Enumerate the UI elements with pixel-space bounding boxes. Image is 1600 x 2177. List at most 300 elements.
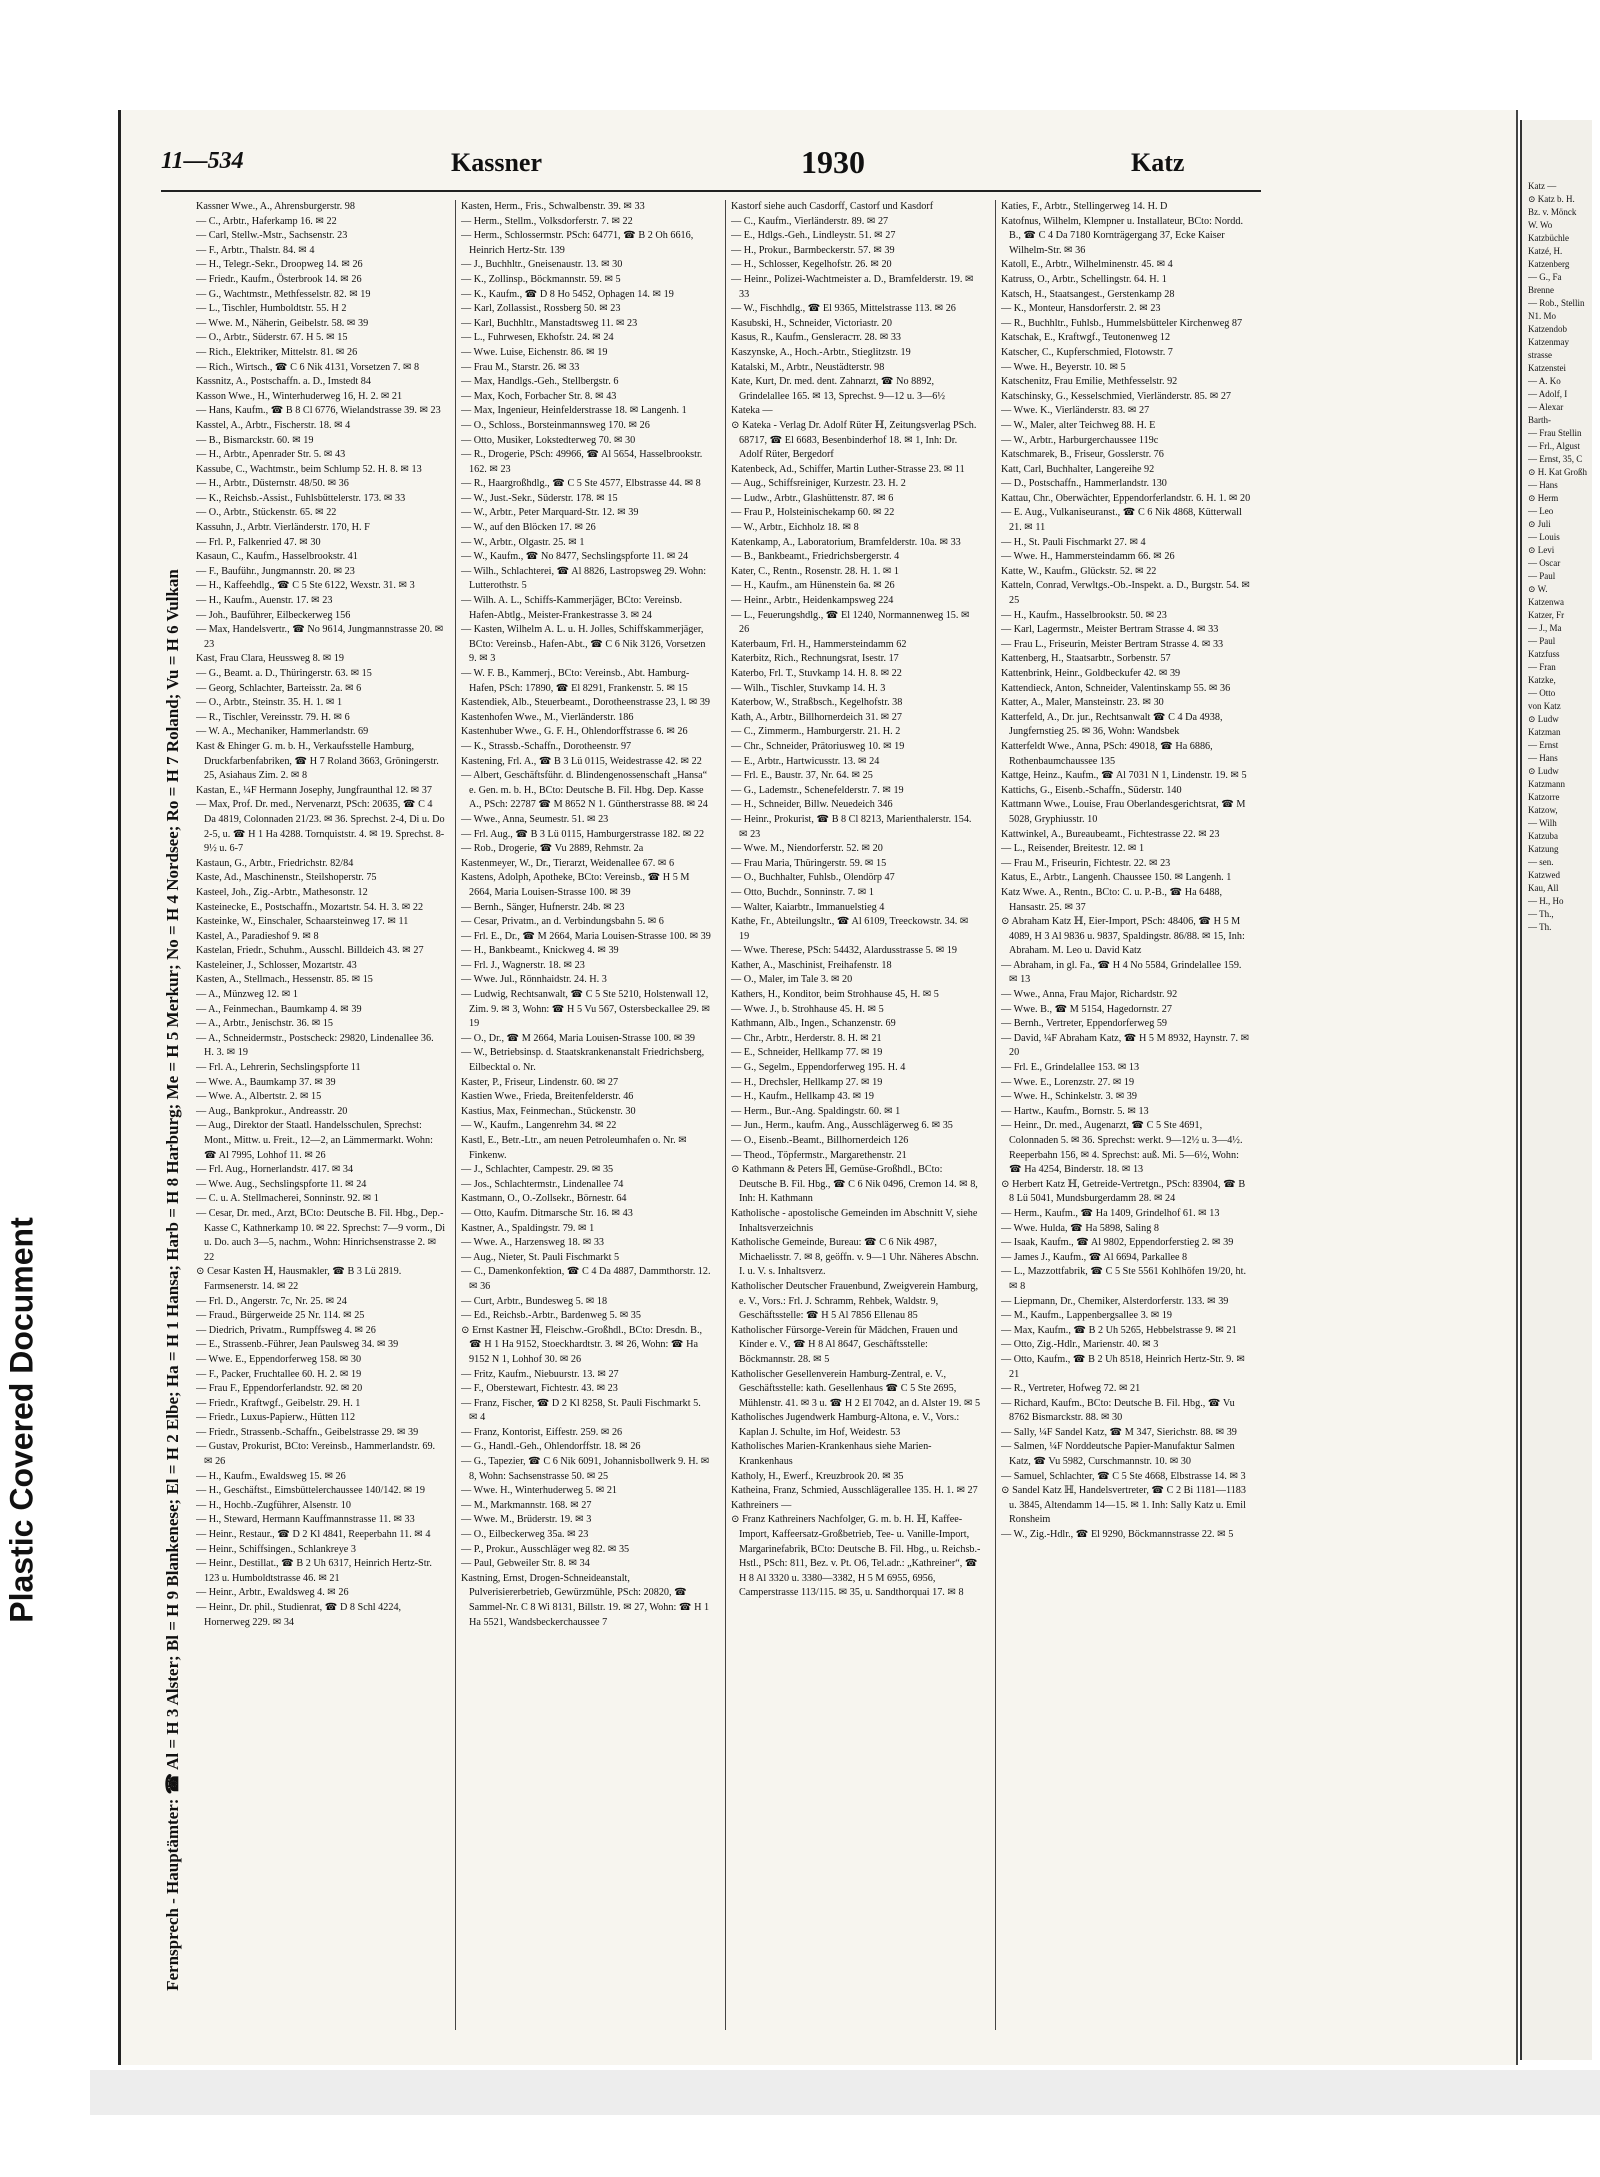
directory-entry: — O., Arbtr., Süderstr. 67. H 5. ✉ 15 — [196, 332, 348, 344]
directory-entry: — Max, Handelsvertr., ☎ No 9614, Jungmannstrasse 20. ✉ 23 — [196, 624, 444, 650]
directory-entry: — O., Arbtr., Steinstr. 35. H. 1. ✉ 1 — [196, 697, 343, 709]
directory-entry: — F., Oberstewart, Fichtestr. 43. ✉ 23 — [461, 1383, 618, 1395]
fragment-line: Katzung — [1528, 844, 1559, 854]
directory-entry: — H., Prokur., Barmbeckerstr. 57. ✉ 39 — [731, 244, 895, 256]
directory-entry: Kaster, P., Friseur, Lindenstr. 60. ✉ 27 — [461, 1076, 619, 1088]
header-year: 1930 — [801, 144, 865, 180]
fragment-line: Katzenwa — [1528, 597, 1564, 607]
directory-entry: — O., Dr., ☎ M 2664, Maria Louisen-Strasse 100. ✉ 39 — [461, 1032, 696, 1044]
directory-entry: Kasaun, C., Kaufm., Hasselbrookstr. 41 — [196, 551, 358, 563]
fragment-line: — Frl., Algust — [1528, 441, 1581, 451]
directory-entry: Katschak, E., Kraftwgf., Teutonenweg 12 — [1001, 332, 1171, 344]
fragment-line: — Ernst, 35, C — [1528, 454, 1583, 464]
directory-entry: — A., Schneidermstr., Postscheck: 29820, Lindenallee 36. H. 3. ✉ 19 — [196, 1032, 434, 1059]
directory-entry: — Jun., Herm., kaufm. Ang., Ausschlägerweg 6. ✉ 35 — [731, 1120, 953, 1132]
directory-entry: — H., Kaufm., Hellkamp 43. ✉ 19 — [731, 1091, 874, 1103]
fernsprech-text: Fernsprech - Hauptämter: ☎ Al = H 3 Alster; Bl = H 9 Blankenese; El = H 2 Elbe; Ha = H 1 Hansa; Harb = H 8 Harburg; Me = H 5 Merkur; No = H 4 Nordsee; Ro = H 7 Roland; Vu = H 6 Vulkan — [163, 569, 182, 1991]
directory-entry: — Frl. E., Baustr. 37, Nr. 64. ✉ 25 — [731, 770, 873, 782]
directory-entry: — Cesar, Dr. med., Arzt, BCto: Deutsche B. Fil. Hbg., Dep.-Kasse C, Kathnerkamp 10. ✉ 22. Sprechst: 7—9 vorm., Di u. Do. auch 3—5, nachm., Wohn: Hinrichsenstrasse 2. ✉ 22 — [196, 1207, 446, 1263]
directory-entry: — Rob., Drogerie, ☎ Vu 2889, Rehmstr. 2a — [461, 843, 644, 855]
fragment-line: — J., Ma — [1528, 623, 1562, 633]
directory-entry: — Heinr., Arbtr., Ewaldsweg 4. ✉ 26 — [196, 1587, 349, 1599]
fragment-line: — Th. — [1528, 922, 1552, 932]
directory-entry: — Sally, ¼F Sandel Katz, ☎ M 347, Sierichstr. 88. ✉ 39 — [1001, 1426, 1237, 1438]
directory-entry: — Frau L., Friseurin, Meister Bertram Strasse 4. ✉ 33 — [1001, 638, 1224, 650]
directory-entry: — H., Kaufm., Auenstr. 17. ✉ 23 — [196, 595, 333, 607]
directory-entry: Kasteleiner, J., Schlosser, Mozartstr. 43 — [196, 959, 357, 971]
directory-entry: Katoll, E., Arbtr., Wilhelminenstr. 45. ✉ 4 — [1001, 259, 1173, 271]
directory-entry: — E. Aug., Vulkaniseuranst., ☎ C 6 Nik 4868, Kütterwall 21. ✉ 11 — [1001, 507, 1242, 534]
directory-entry: Katz Wwe. A., Rentn., BCto: C. u. P.-B., ☎ Ha 6488, Hansastr. 25. ✉ 37 — [1001, 886, 1223, 913]
directory-entry: — Ludwig, Rechtsanwalt, ☎ C 5 Ste 5210, Holstenwall 12, Zim. 9. ✉ 3, Wohn: ☎ H 5 Vu 567, Ostersbeckallee 29. ✉ 19 — [461, 989, 711, 1030]
directory-entry: — R., Tischler, Vereinsstr. 79. H. ✉ 6 — [196, 711, 350, 723]
directory-entry: Katofnus, Wilhelm, Klempner u. Installateur, BCto: Nordd. B., ☎ C 4 Da 7180 Kornträgergang 37, Ecke Kaiser Wilhelm-Str. ✉ 36 — [1001, 215, 1244, 256]
directory-entry: — Frau F., Eppendorferlandstr. 92. ✉ 20 — [196, 1383, 363, 1395]
fragment-line: Katzuba — [1528, 831, 1558, 841]
fragment-line: ⊙ Juli — [1528, 519, 1551, 529]
directory-page — [118, 110, 1518, 2065]
directory-entry: — Wwe., Anna, Frau Major, Richardstr. 92 — [1001, 989, 1178, 1001]
directory-entry: — J., Schlachter, Campestr. 29. ✉ 35 — [461, 1164, 614, 1176]
directory-entry: Kasstel, A., Arbtr., Fischerstr. 18. ✉ 4 — [196, 419, 351, 431]
directory-entry: — W., Arbtr., Eichholz 18. ✉ 8 — [731, 522, 859, 534]
fragment-line: ⊙ W. — [1528, 584, 1548, 594]
directory-entry: Kattge, Heinz., Kaufm., ☎ Al 7031 N 1, Lindenstr. 19. ✉ 5 — [1001, 770, 1247, 782]
directory-entry: — H., Telegr.-Sekr., Droopweg 14. ✉ 26 — [196, 259, 363, 271]
directory-entry: — K., Kaufm., ☎ D 8 Ho 5452, Ophagen 14. ✉ 19 — [461, 288, 674, 300]
directory-entry: — W., Kaufm., Langenrehm 34. ✉ 22 — [461, 1120, 617, 1132]
directory-entry: — L., Feuerungshdlg., ☎ El 1240, Normannenweg 15. ✉ 26 — [731, 609, 970, 636]
directory-entry: — G., Segelm., Eppendorferweg 195. H. 4 — [731, 1062, 906, 1074]
directory-entry: Kastius, Max, Feinmechan., Stückenstr. 30 — [461, 1105, 636, 1117]
directory-entry: — Fraud., Bürgerweide 25 Nr. 114. ✉ 25 — [196, 1310, 365, 1322]
directory-entry: Katheina, Franz, Schmied, Ausschlägerallee 135. H. 1. ✉ 27 — [731, 1485, 978, 1497]
directory-entry: Katerbow, W., Straßbsch., Kegelhofstr. 38 — [731, 697, 903, 709]
directory-entry: Kastner, A., Spaldingstr. 79. ✉ 1 — [461, 1222, 595, 1234]
directory-entry: Katalski, M., Arbtr., Neustädterstr. 98 — [731, 361, 885, 373]
directory-entry: Katter, A., Maler, Mansteinstr. 23. ✉ 30 — [1001, 697, 1164, 709]
directory-entry: Kattendieck, Anton, Schneider, Valentinskamp 55. ✉ 36 — [1001, 682, 1231, 694]
directory-entry: Kattenberg, H., Staatsarbtr., Sorbenstr. 57 — [1001, 653, 1171, 665]
fragment-line: — Rob., Stellin N1. Mo — [1528, 298, 1585, 321]
fragment-line: — Fran — [1528, 662, 1556, 672]
fragment-line: ⊙ Levi — [1528, 545, 1555, 555]
fragment-line: Katzer, Fr — [1528, 610, 1565, 620]
directory-entry: Katerbo, Frl. T., Stuvkamp 14. H. 8. ✉ 22 — [731, 668, 902, 679]
sidebar-label-box — [2, 1100, 42, 1740]
directory-entry: — Albert, Geschäftsführ. d. Blindengenossenschaft „Hansa“ e. Gen. m. b. H., BCto: Deutsche B. Fil. Hbg. Dep. Kasse A., PSch: 22787 ☎ M 8652 N 1. Güntherstrasse 88. ✉ 24 — [461, 770, 708, 811]
directory-entry: Kastenhuber Wwe., G. F. H., Ohlendorffstrasse 6. ✉ 26 — [461, 726, 688, 738]
directory-entry: Kate, Kurt, Dr. med. dent. Zahnarzt, ☎ No 8892, Grindelallee 165. ✉ 13, Sprechst. 9—12 u. 3—6½ — [731, 376, 946, 402]
fragment-line: — Ernst — [1528, 740, 1559, 750]
directory-entry: — L., Fuhrwesen, Ekhofstr. 24. ✉ 24 — [461, 332, 614, 344]
directory-entry: — Carl, Stellw.-Mstr., Sachsenstr. 23 — [196, 230, 348, 242]
fragment-line: Katzow, — [1528, 805, 1558, 815]
directory-entry: Kasten, A., Stellmach., Hessenstr. 85. ✉ 15 — [196, 974, 373, 986]
directory-entry: — Salmen, ¼F Norddeutsche Papier-Manufaktur Salmen Katz, ☎ Vu 5982, Curschmannstr. 10. ✉ 30 — [1001, 1441, 1235, 1468]
directory-entry: — Karl, Lagermstr., Meister Bertram Strasse 4. ✉ 33 — [1001, 624, 1219, 636]
directory-entry: — Heinr., Restaur., ☎ D 2 Kl 4841, Reeperbahn 11. ✉ 4 — [196, 1529, 431, 1541]
directory-entry: Kather, A., Maschinist, Freihafenstr. 18 — [731, 959, 892, 971]
directory-entry: Kastelan, Friedr., Schuhm., Ausschl. Billdeich 43. ✉ 27 — [196, 945, 424, 957]
directory-entry: Katholische Gemeinde, Bureau: ☎ C 6 Nik 4987, Michaelisstr. 7. ✉ 8, geöffn. v. 9—1 Uhr. Näheres Abschn. I. u. V. s. Inhaltsverz. — [731, 1237, 979, 1278]
fragment-line: Kau, All — [1528, 883, 1559, 893]
directory-entry: — Liepmann, Dr., Chemiker, Alsterdorferstr. 133. ✉ 39 — [1001, 1295, 1229, 1307]
directory-entry: — L., Mazzottfabrik, ☎ C 5 Ste 5561 Kohlhöfen 19/20, ht. ✉ 8 — [1001, 1266, 1246, 1292]
directory-entry: — Heinr., Dr. med., Augenarzt, ☎ C 5 Ste 4691, Colonnaden 5. ✉ 36. Sprechst: werkt. 9—12½ u. 3—4½. Reeperbahn 156, ✉ 4. Sprechst: auß. Mi. 5—6½, Wohn: ☎ Ha 4254, Binderstr. 18. ✉ 13 — [1001, 1120, 1243, 1176]
directory-entry: — Heinr., Prokurist, ☎ B 8 Cl 8213, Marienthalerstr. 154. ✉ 23 — [731, 813, 972, 840]
directory-entry: — B., Bismarckstr. 60. ✉ 19 — [196, 434, 314, 446]
fragment-line: — Leo — [1528, 506, 1554, 516]
directory-entry: Kast, Frau Clara, Heussweg 8. ✉ 19 — [196, 653, 345, 665]
directory-entry: — Fritz, Kaufm., Niebuurstr. 13. ✉ 27 — [461, 1368, 619, 1380]
directory-entry: — Ed., Reichsb.-Arbtr., Bardenweg 5. ✉ 35 — [461, 1310, 641, 1322]
directory-entry: — Karl, Zollassist., Rossberg 50. ✉ 23 — [461, 303, 621, 315]
directory-entry: — Rich., Elektriker, Mittelstr. 81. ✉ 26 — [196, 346, 358, 358]
directory-entry: Kast & Ehinger G. m. b. H., Verkaufsstelle Hamburg, Druckfarbenfabriken, ☎ H 7 Roland 3663, Gröningerstr. 25, Asiahaus Zim. 2. ✉ 8 — [196, 740, 439, 782]
directory-entry: — H., Schneider, Billw. Neuedeich 346 — [731, 799, 893, 811]
directory-entry: Katenbeck, Ad., Schiffer, Martin Luther-Strasse 23. ✉ 11 — [731, 463, 965, 475]
directory-entry: — H., Steward, Hermann Kauffmannstrasse 11. ✉ 33 — [196, 1514, 415, 1526]
directory-entry: — Wwe., Anna, Seumestr. 51. ✉ 23 — [461, 813, 609, 825]
directory-entry: ⊙ Franz Kathreiners Nachfolger, G. m. b. H. ℍ, Kaffee-Import, Kaffeersatz-Großbetrieb, Tee- u. Vanille-Import, Margarinefabrik, BCto: Deutsche B. Fil. Hbg., u. Reichsb.-Hstl., PSch: 811, Bez. v. Pt. O6, Tel.adr.: „Kathreiner“, ☎ H 8 Al 3320 u. 3380—3382, H 5 M 6955, 6956, Camperstrasse 113/115. ✉ 35, u. Sandthorquai 17. ✉ 8 — [731, 1514, 981, 1599]
directory-entry: — R., Drogerie, PSch: 49966, ☎ Al 5654, Hasselbrookstr. 162. ✉ 23 — [461, 449, 703, 475]
directory-entry: Kastel, A., Paradieshof 9. ✉ 8 — [196, 930, 319, 942]
directory-entry: — Franz, Kontorist, Eiffestr. 259. ✉ 26 — [461, 1426, 623, 1438]
directory-entry: Kattmann Wwe., Louise, Frau Oberlandesgerichtsrat, ☎ M 5028, Gryphiusstr. 10 — [1001, 799, 1246, 825]
fernsprech-strip — [159, 530, 187, 2030]
fragment-line: Katzfuss — [1528, 649, 1560, 659]
fragment-line: Katzenstei — [1528, 363, 1566, 373]
directory-entry: — Wwe. H., Beyerstr. 10. ✉ 5 — [1001, 361, 1126, 373]
directory-entry: Katholy, H., Ewerf., Kreuzbrook 20. ✉ 35 — [731, 1470, 904, 1482]
directory-entry: Kattau, Chr., Oberwächter, Eppendorferlandstr. 6. H. 1. ✉ 20 — [1001, 492, 1251, 504]
fragment-line: — G., Fa Brenne — [1528, 272, 1562, 295]
fragment-line: — Louis — [1528, 532, 1560, 542]
directory-entry: Katschmarek, B., Friseur, Gosslerstr. 76 — [1001, 449, 1164, 461]
directory-entry: — Frl. E., Dr., ☎ M 2664, Maria Louisen-Strasse 100. ✉ 39 — [461, 930, 711, 942]
directory-entry: — A., Münzweg 12. ✉ 1 — [196, 989, 298, 1001]
directory-entry: Kastenhofen Wwe., M., Vierländerstr. 186 — [461, 711, 634, 723]
fragment-line: ⊙ H. Kat Großh — [1528, 467, 1588, 477]
directory-entry: — W., Maler, alter Teichweg 88. H. E — [1001, 419, 1156, 431]
directory-entry: Katterfeldt Wwe., Anna, PSch: 49018, ☎ Ha 6886, Rothenbaumchaussee 135 — [1001, 740, 1213, 767]
directory-entry: Katholische - apostolische Gemeinden im Abschnitt V, siehe Inhaltsverzeichnis — [731, 1207, 978, 1234]
directory-entry: Katte, W., Kaufm., Glückstr. 52. ✉ 22 — [1001, 565, 1157, 577]
fragment-line: — Adolf, I — [1528, 389, 1568, 399]
directory-entry: — O., Arbtr., Stückenstr. 65. ✉ 22 — [196, 507, 337, 519]
directory-entry: Kastorf siehe auch Casdorff, Castorf und Kasdorf — [731, 201, 934, 212]
directory-entry: Kastan, E., ¼F Hermann Josephy, Jungfraunthal 12. ✉ 37 — [196, 784, 432, 796]
directory-entry: — Wwe. Aug., Sechslingspforte 11. ✉ 24 — [196, 1178, 367, 1190]
directory-entry: — Wwe. A., Harzensweg 18. ✉ 33 — [461, 1237, 605, 1249]
directory-entry: — Wwe. A., Baumkamp 37. ✉ 39 — [196, 1076, 336, 1088]
fragment-line: — A. Ko — [1528, 376, 1561, 386]
directory-entry: — Max, Prof. Dr. med., Nervenarzt, PSch: 20635, ☎ C 4 Da 4819, Colonnaden 21/23. ✉ 36. Sprechst. 2-4, Di u. Do 2-5, u. ☎ H 1 Ha 4288. Tornquiststr. 4. ✉ 19. Sprechst. 8-9½ u. 6-7 — [196, 799, 445, 855]
directory-entry: — Jos., Schlachtermstr., Lindenallee 74 — [461, 1178, 624, 1190]
directory-entry: — Aug., Direktor der Staatl. Handelsschulen, Sprechst: Mont., Mittw. u. Freit., 12—2, an Lämmermarkt. Wohn: ☎ Al 7995, Lohhof 11. ✉ 26 — [196, 1120, 433, 1161]
fragment-line: — Th., — [1528, 909, 1554, 919]
directory-entry: — Heinr., Destillat., ☎ B 2 Uh 6317, Heinrich Hertz-Str. 123 u. Humboldtstrasse 46. ✉ 21 — [196, 1558, 432, 1584]
fragment-line: Katzé, H. — [1528, 246, 1563, 256]
directory-entry: — Wilh. A. L., Schiffs-Kammerjäger, BCto: Vereinsb. Hafen-Abtlg., Meister-Frankestrasse 3. ✉ 24 — [461, 595, 683, 621]
directory-entry: ⊙ Abraham Katz ℍ, Eier-Import, PSch: 48406, ☎ H 5 M 4089, H 3 Al 9836 u. 9837, Spaldingstr. 86/88. ✉ 15, Inh: Abraham. M. Leo u. David Katz — [1001, 916, 1245, 957]
directory-entry: — H., Geschäftst., Eimsbüttelerchaussee 140/142. ✉ 19 — [196, 1485, 425, 1497]
directory-entry: — Cesar, Privatm., an d. Verbindungsbahn 5. ✉ 6 — [461, 916, 664, 928]
directory-entry: — W., Zig.-Hdlr., ☎ El 9290, Böckmannstrasse 22. ✉ 5 — [1001, 1529, 1234, 1541]
directory-entry: — Frl. J., Wagnerstr. 18. ✉ 23 — [461, 959, 585, 971]
directory-entry: Katt, Carl, Buchhalter, Langereihe 92 — [1001, 463, 1155, 475]
directory-entry: — Frl. Aug., Hornerlandstr. 417. ✉ 34 — [196, 1164, 354, 1176]
directory-entry: — Friedr., Strassenb.-Schaffn., Geibelstrasse 29. ✉ 39 — [196, 1426, 419, 1438]
directory-entry: — W., Arbtr., Peter Marquard-Str. 12. ✉ 39 — [461, 507, 639, 519]
directory-entry: — L., Tischler, Humboldtstr. 55. H 2 — [196, 303, 347, 315]
directory-entry: Kathers, H., Konditor, beim Strohhause 45, H. ✉ 5 — [731, 989, 939, 1001]
directory-entry: ⊙ Cesar Kasten ℍ, Hausmakler, ☎ B 3 Lü 2819. Farmsenerstr. 14. ✉ 22 — [196, 1266, 402, 1292]
fragment-line: Katzmann — [1528, 779, 1565, 789]
directory-entry: Katscher, C., Kupferschmied, Flotowstr. 7 — [1001, 346, 1173, 358]
directory-entry: — H., St. Pauli Fischmarkt 27. ✉ 4 — [1001, 536, 1146, 548]
fragment-line: — Alexar Barth- — [1528, 402, 1564, 425]
directory-entry: — H., Drechsler, Hellkamp 27. ✉ 19 — [731, 1076, 883, 1088]
fragment-line: Katzwed — [1528, 870, 1560, 880]
directory-entry: — Paul, Gebweiler Str. 8. ✉ 34 — [461, 1558, 590, 1570]
directory-entry: — H., Arbtr., Düsternstr. 48/50. ✉ 36 — [196, 478, 349, 490]
directory-entry: — Wwe. B., ☎ M 5154, Hagedornstr. 27 — [1001, 1003, 1172, 1015]
directory-entry: Kastaun, G., Arbtr., Friedrichstr. 82/84 — [196, 857, 354, 869]
directory-entry: Katschinsky, G., Kesselschmied, Vierländerstr. 85. ✉ 27 — [1001, 390, 1232, 402]
fragment-line: — Paul — [1528, 571, 1556, 581]
fragment-line: von Katz — [1528, 701, 1561, 711]
fragment-line: — Wilh — [1528, 818, 1557, 828]
directory-entry: — Friedr., Kraftwgf., Geibelstr. 29. H. 1 — [196, 1397, 361, 1409]
directory-entry: — F., Packer, Fruchtallee 60. H. 2. ✉ 19 — [196, 1368, 362, 1380]
column-4 — [1001, 200, 1251, 2030]
directory-entry: — H., Arbtr., Apenrader Str. 5. ✉ 43 — [196, 449, 346, 461]
directory-entry: — O., Buchhalter, Fuhlsb., Olendörp 47 — [731, 872, 895, 884]
directory-entry: ⊙ Kateka - Verlag Dr. Adolf Rüter ℍ, Zeitungsverlag PSch. 68717, ☎ El 6683, Besenbinderhof 18. ✉ 1, Inh: Dr. Adolf Rüter, Bergedorf — [731, 419, 977, 461]
directory-entry: — Max, Kaufm., ☎ B 2 Uh 5265, Hebbelstrasse 9. ✉ 21 — [1001, 1324, 1237, 1336]
directory-entry: — A., Arbtr., Jenischstr. 36. ✉ 15 — [196, 1018, 334, 1030]
directory-entry: — Heinr., Arbtr., Heidenkampsweg 224 — [731, 595, 894, 607]
directory-entry: — O., Eisenb.-Beamt., Billhornerdeich 126 — [731, 1135, 909, 1146]
directory-entry: Kastening, Frl. A., ☎ B 3 Lü 0115, Weidestrasse 42. ✉ 22 — [461, 755, 702, 767]
directory-entry: Katerbitz, Rich., Rechnungsrat, Isestr. 17 — [731, 653, 899, 665]
column-divider — [455, 200, 456, 2030]
directory-entry: Kathreiners — — [731, 1499, 792, 1511]
directory-entry: Kattwinkel, A., Bureaubeamt., Fichtestrasse 22. ✉ 23 — [1001, 828, 1220, 840]
fragment-line: ⊙ Herm — [1528, 493, 1559, 503]
header-last-name: Katz — [1131, 148, 1185, 177]
directory-entry: — C. u. A. Stellmacherei, Sonninstr. 92. ✉ 1 — [196, 1193, 379, 1205]
directory-entry: — Friedr., Luxus-Papierw., Hütten 112 — [196, 1412, 356, 1424]
directory-entry: — Georg, Schlachter, Barteisstr. 2a. ✉ 6 — [196, 682, 362, 694]
directory-entry: — Herm., Kaufm., ☎ Ha 1409, Grindelhof 61. ✉ 13 — [1001, 1207, 1220, 1219]
directory-entry: — Isaak, Kaufm., ☎ Al 9802, Eppendorferstieg 2. ✉ 39 — [1001, 1237, 1234, 1249]
directory-entry: — W. F. B., Kammerj., BCto: Vereinsb., Abt. Hamburg-Hafen, PSch: 17890, ☎ El 8291, Frankenstr. 5. ✉ 15 — [461, 668, 690, 694]
fragment-line: — Hans — [1528, 753, 1558, 763]
directory-entry: Katholisches Jugendwerk Hamburg-Altona, e. V., Vors.: Kaplan J. Schulte, im Hof, Weidestr. 53 — [731, 1412, 960, 1438]
directory-entry: — Gustav, Prokurist, BCto: Vereinsb., Hammerlandstr. 69. ✉ 26 — [196, 1441, 436, 1468]
directory-entry: — W. A., Mechaniker, Hammerlandstr. 69 — [196, 726, 369, 738]
directory-entry: — Hans, Kaufm., ☎ B 8 Cl 6776, Wielandstrasse 39. ✉ 23 — [196, 405, 441, 417]
directory-entry: Kaszynske, A., Hoch.-Arbtr., Stieglitzstr. 19 — [731, 346, 911, 358]
fragment-line: — Otto — [1528, 688, 1556, 698]
directory-entry: ⊙ Sandel Katz ℍ, Handelsvertreter, ☎ C 2 Bi 1181—1183 u. 3845, Altendamm 14—15. ✉ 1. Inh: Sally Katz u. Emil Ronsheim — [1001, 1485, 1246, 1526]
directory-entry: — Wwe. E., Eppendorferweg 158. ✉ 30 — [196, 1353, 362, 1365]
page-number: 11—534 — [161, 148, 244, 174]
directory-entry: — Max, Handlgs.-Geh., Stellbergstr. 6 — [461, 376, 619, 388]
directory-entry: — Herm., Stellm., Volksdorferstr. 7. ✉ 22 — [461, 215, 633, 227]
directory-entry: — C., Arbtr., Haferkamp 16. ✉ 22 — [196, 215, 337, 227]
fragment-line: ⊙ Ludw — [1528, 766, 1559, 776]
directory-entry: — Otto, Kaufm., ☎ B 2 Uh 8518, Heinrich Hertz-Str. 9. ✉ 21 — [1001, 1353, 1245, 1380]
directory-entry: Kasus, R., Kaufm., Gensleraстr. 28. ✉ 33 — [731, 332, 902, 344]
directory-entry: — Bernh., Vertreter, Eppendorferweg 59 — [1001, 1018, 1168, 1030]
directory-entry: Kathe, Fr., Abteilungsltr., ☎ Al 6109, Treeckowstr. 34. ✉ 19 — [731, 916, 969, 942]
column-1 — [196, 200, 446, 2030]
directory-entry: Kasubski, H., Schneider, Victoriastr. 20 — [731, 317, 892, 329]
directory-entry: — Otto, Buchdr., Sonninstr. 7. ✉ 1 — [731, 886, 874, 898]
fragment-line: ⊙ Ludw — [1528, 714, 1559, 724]
directory-entry: — Chr., Schneider, Prätoriusweg 10. ✉ 19 — [731, 740, 905, 752]
directory-entry: Kastning, Ernst, Drogen-Schneideanstalt, Pulverisiererbetrieb, Gewürzmühle, PSch: 20820, ☎ Sammel-Nr. C 8 Wi 8131, Billstr. 19. ✉ 27, Wohn: ☎ H 1 Ha 5521, Wandsbeckerchaussee 7 — [461, 1572, 710, 1628]
directory-entry: Kassube, C., Wachtmstr., beim Schlump 52. H. 8. ✉ 13 — [196, 463, 422, 475]
directory-entry: — Karl, Buchhltr., Manstadtsweg 11. ✉ 23 — [461, 317, 638, 329]
directory-entry: — K., Monteur, Hansdorferstr. 2. ✉ 23 — [1001, 303, 1161, 315]
directory-entry: — W., auf den Blöcken 17. ✉ 26 — [461, 522, 596, 534]
directory-entry: Kater, C., Rentn., Rosenstr. 28. H. 1. ✉ 1 — [731, 565, 900, 577]
directory-entry: Kastmann, O., O.-Zollsekr., Börnestr. 64 — [461, 1193, 627, 1205]
fragment-line: Katzenberg — [1528, 259, 1570, 269]
directory-entry: — Kasten, Wilhelm A. L. u. H. Jolles, Schiffskammerjäger, BCto: Vereinsb., Hafen-Abt., ☎ C 6 Nik 3126, Vorsetzen 9. ✉ 3 — [461, 624, 706, 665]
directory-entry: — W., Kaufm., ☎ No 8477, Sechslingspforte 11. ✉ 24 — [461, 551, 689, 563]
directory-entry: — G., Wachtmstr., Methfesselstr. 82. ✉ 19 — [196, 288, 371, 300]
directory-entry: — H., Kaufm., Hasselbrookstr. 50. ✉ 23 — [1001, 609, 1167, 621]
directory-entry: — K., Strassb.-Schaffn., Dorotheenstr. 97 — [461, 740, 632, 752]
directory-entry: — O., Schloss., Borsteinmannsweg 170. ✉ 26 — [461, 419, 650, 431]
directory-entry: — E., Strassenb.-Führer, Jean Paulsweg 34. ✉ 39 — [196, 1339, 399, 1351]
directory-entry: Kasteinke, W., Einschaler, Schaarsteinweg 17. ✉ 11 — [196, 916, 409, 928]
directory-entry: — Wwe. Jul., Rönnhaidstr. 24. H. 3 — [461, 974, 607, 986]
directory-entry: Katteln, Conrad, Verwltgs.-Ob.-Inspekt. a. D., Burgstr. 54. ✉ 25 — [1001, 580, 1250, 607]
directory-entry: — Curt, Arbtr., Bundesweg 5. ✉ 18 — [461, 1295, 608, 1307]
directory-entry: — Frl. A., Lehrerin, Sechslingspforte 11 — [196, 1062, 361, 1074]
directory-entry: — A., Feinmechan., Baumkamp 4. ✉ 39 — [196, 1003, 362, 1015]
directory-entry: Kastenmeyer, W., Dr., Tierarzt, Weidenallee 67. ✉ 6 — [461, 857, 675, 869]
header-first-name: Kassner — [451, 148, 542, 177]
adjacent-page-fragments — [1528, 180, 1588, 2030]
fragment-line: — sen. — [1528, 857, 1554, 867]
directory-entry: — Heinr., Polizei-Wachtmeister a. D., Bramfelderstr. 19. ✉ 33 — [731, 273, 974, 300]
directory-entry: Katholischer Fürsorge-Verein für Mädchen, Frauen und Kinder e. V., ☎ H 8 Al 8647, Geschäftsstelle: Böckmannstr. 28. ✉ 5 — [731, 1324, 958, 1365]
directory-entry: — W., Fischhdlg., ☎ El 9365, Mittelstrasse 113. ✉ 26 — [731, 303, 956, 315]
directory-entry: — Friedr., Kaufm., Österbrook 14. ✉ 26 — [196, 273, 362, 285]
fragment-line: Katzbüchle — [1528, 233, 1569, 243]
directory-entry: — Frau M., Starstr. 26. ✉ 33 — [461, 361, 580, 373]
directory-entry: — Herm., Schlossermstr. PSch: 64771, ☎ B 2 Oh 6616, Heinrich Hertz-Str. 139 — [461, 230, 694, 256]
fragment-line: Katzorre — [1528, 792, 1560, 802]
directory-entry: — M., Kaufm., Lappenbergsallee 3. ✉ 19 — [1001, 1310, 1173, 1322]
fragment-line: — Frau Stellin — [1528, 428, 1582, 438]
directory-entry: — O., Maler, im Tale 3. ✉ 20 — [731, 974, 853, 986]
directory-entry: — Aug., Bankprokur., Andreasstr. 20 — [196, 1105, 348, 1117]
directory-entry: — D., Postschaffn., Hammerlandstr. 130 — [1001, 478, 1167, 490]
directory-entry: — E., Hdlgs.-Geh., Lindleystr. 51. ✉ 27 — [731, 230, 896, 242]
directory-entry: — Max, Koch, Forbacher Str. 8. ✉ 43 — [461, 390, 617, 402]
directory-entry: — Frau P., Holsteinischekamp 60. ✉ 22 — [731, 507, 895, 519]
directory-entry: — G., Tapezier, ☎ C 6 Nik 6091, Johannisbollwerk 9. H. ✉ 8, Wohn: Sachsenstrasse 50. ✉ 25 — [461, 1456, 710, 1482]
directory-entry: — R., Vertreter, Hofweg 72. ✉ 21 — [1001, 1383, 1141, 1395]
directory-entry: Kasten, Herm., Fris., Schwalbenstr. 39. ✉ 33 — [461, 201, 645, 212]
directory-entry: — Frl. Aug., ☎ B 3 Lü 0115, Hamburgerstrasse 182. ✉ 22 — [461, 828, 705, 840]
directory-entry: ⊙ Ernst Kastner ℍ, Fleischw.-Großhdl., BCto: Dresdn. B., ☎ H 1 Ha 9152, Stoeckhardtstr. 3. ✉ 26, Wohn: ☎ Ha 9152 N 1, Lohhof 30. ✉ 26 — [461, 1324, 703, 1365]
column-divider — [995, 200, 996, 2030]
entry-columns — [196, 200, 1256, 2030]
adjacent-page-edge — [1520, 120, 1592, 2060]
directory-entry: — Wilh., Tischler, Stuvkamp 14. H. 3 — [731, 682, 886, 694]
directory-entry: Kaste, Ad., Maschinenstr., Steilshoperstr. 75 — [196, 872, 377, 884]
directory-entry: Kattichs, G., Eisenb.-Schaffn., Süderstr. 140 — [1001, 784, 1182, 796]
directory-entry: — Max, Ingenieur, Heinfelderstrasse 18. ✉ Langenh. 1 — [461, 405, 687, 417]
directory-entry: — Wwe. H., Hammersteindamm 66. ✉ 26 — [1001, 551, 1175, 563]
directory-entry: — W., Just.-Sekr., Süderstr. 178. ✉ 15 — [461, 492, 618, 504]
directory-entry: — H., Schlosser, Kegelhofstr. 26. ✉ 20 — [731, 259, 892, 271]
directory-entry: — Aug., Nieter, St. Pauli Fischmarkt 5 — [461, 1251, 620, 1263]
directory-entry: — H., Kaufm., Ewaldsweg 15. ✉ 26 — [196, 1470, 346, 1482]
directory-entry: — Bernh., Sänger, Hufnerstr. 24b. ✉ 23 — [461, 901, 625, 913]
directory-entry: Kattenbrink, Heinr., Goldbeckufer 42. ✉ 39 — [1001, 668, 1181, 679]
directory-entry: — K., Reichsb.-Assist., Fuhlsbüttelerstr. 173. ✉ 33 — [196, 492, 406, 504]
directory-entry: — Richard, Kaufm., BCto: Deutsche B. Fil. Hbg., ☎ Vu 8762 Bismarckstr. 88. ✉ 30 — [1001, 1397, 1235, 1424]
page-header — [161, 144, 1241, 188]
directory-entry: — R., Buchhltr., Fuhlsb., Hummelsbütteler Kirchenweg 87 — [1001, 317, 1243, 329]
directory-entry: — Wwe. K., Vierländerstr. 83. ✉ 27 — [1001, 405, 1150, 417]
directory-entry: Kasteinecke, E., Postschaffn., Mozartstr. 54. H. 3. ✉ 22 — [196, 901, 424, 913]
directory-entry: Kastien Wwe., Frieda, Breitenfelderstr. 46 — [461, 1091, 634, 1103]
directory-entry: — Wwe. M., Näherin, Geibelstr. 58. ✉ 39 — [196, 317, 369, 329]
fragment-line: Katz — — [1528, 181, 1557, 191]
directory-entry: Kastl, E., Betr.-Ltr., am neuen Petroleumhafen o. Nr. ✉ Finkenw. — [461, 1135, 687, 1161]
directory-entry: — Otto, Kaufm. Ditmarsche Str. 16. ✉ 43 — [461, 1207, 633, 1219]
directory-entry: Katholischer Gesellenverein Hamburg-Zentral, e. V., Geschäftsstelle: kath. Gesellenhaus ☎ C 5 Ste 2695, Mühlenstr. 41. ✉ 3 u. ☎ H 2 El 7042, an d. Alster 19. ✉ 5 — [731, 1368, 981, 1409]
fragment-line: — H., Ho — [1528, 896, 1564, 906]
directory-entry: — K., Zollinsp., Böckmannstr. 59. ✉ 5 — [461, 273, 621, 285]
directory-entry: Kateka — — [731, 405, 773, 417]
directory-entry: — Wwe. J., b. Strohhause 45. H. ✉ 5 — [731, 1003, 884, 1015]
directory-entry: — H., Kaufm., am Hünenstein 6a. ✉ 26 — [731, 580, 895, 592]
directory-entry: — G., Lademstr., Schenefelderstr. 7. ✉ 19 — [731, 784, 904, 796]
directory-entry: — J., Buchhltr., Gneisenaustr. 13. ✉ 30 — [461, 259, 623, 271]
directory-entry: — O., Eilbeckerweg 35a. ✉ 23 — [461, 1529, 589, 1541]
sidebar-label: Plastic Covered Document — [3, 1217, 40, 1623]
directory-entry: — E., Arbtr., Hartwicusstr. 13. ✉ 24 — [731, 755, 880, 767]
directory-entry: — G., Beamt. a. D., Thüringerstr. 63. ✉ 15 — [196, 668, 372, 679]
directory-entry: — Heinr., Schiffsingen., Schlankreye 3 — [196, 1543, 356, 1555]
directory-entry: — Chr., Arbtr., Herderstr. 8. H. ✉ 21 — [731, 1032, 882, 1044]
column-2 — [461, 200, 711, 2030]
directory-entry: Kassnitz, A., Postschaffn. a. D., Imstedt 84 — [196, 376, 371, 388]
fragment-line: Katzke, — [1528, 675, 1556, 685]
directory-entry: Katholischer Deutscher Frauenbund, Zweigverein Hamburg, e. V., Vors.: Frl. J. Schramm, Rehbek, Waldstr. 9, Geschäftsstelle: ☎ H 5 Al 7856 Ellenau 85 — [731, 1280, 979, 1322]
directory-entry: — Wwe. E., Lorenzstr. 27. ✉ 19 — [1001, 1076, 1135, 1088]
scan-bottom-edge — [90, 2070, 1600, 2115]
directory-entry: Katschenitz, Frau Emilie, Methfesselstr. 92 — [1001, 376, 1178, 388]
directory-entry: Kath, A., Arbtr., Billhornerdeich 31. ✉ 27 — [731, 711, 902, 723]
directory-entry: — P., Prokur., Ausschläger weg 82. ✉ 35 — [461, 1543, 630, 1555]
directory-entry: — Aug., Schiffsreiniger, Kurzestr. 23. H. 2 — [731, 478, 906, 490]
directory-entry: Katruss, O., Arbtr., Schellingstr. 64. H. 1 — [1001, 273, 1167, 285]
